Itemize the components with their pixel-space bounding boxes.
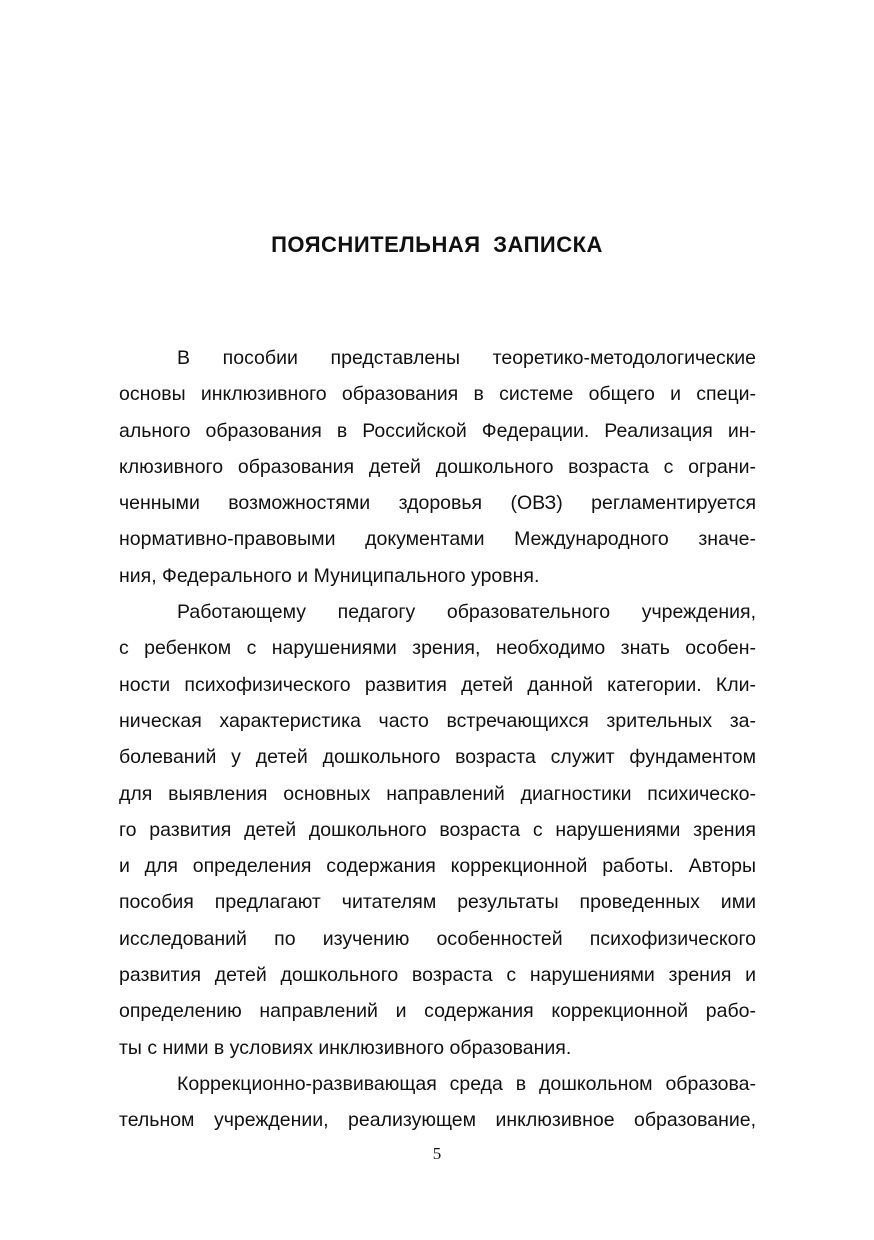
text-line: развития детей дошкольного возраста с нарушениями зрения и: [119, 964, 756, 987]
text-line: для выявления основных направлений диагностики психическо-: [119, 782, 756, 805]
text-line: В пособии представлены теоретико-методологические: [177, 347, 756, 369]
paragraph-1: [119, 340, 756, 594]
text-line: ности психофизического развития детей данной категории. Кли-: [119, 673, 756, 696]
text-line: го развития детей дошкольного возраста с нарушениями зрения: [119, 818, 756, 841]
text-line: болеваний у детей дошкольного возраста служит фундаментом: [119, 746, 756, 769]
body-text: [119, 340, 756, 1139]
text-line: исследований по изучению особенностей психофизического: [119, 927, 756, 950]
text-line: Коррекционно-развивающая среда в дошкольном образова-: [177, 1072, 756, 1095]
text-line: Работающему педагогу образовательного учреждения,: [177, 601, 756, 624]
paragraph-2: [119, 594, 756, 1066]
text-line: ническая характеристика часто встречающихся зрительных за-: [119, 709, 756, 732]
text-line: нормативно-правовыми документами Международного значе-: [119, 528, 756, 551]
text-line: ального образования в Российской Федерации. Реализация ин-: [119, 419, 756, 442]
text-line: и для определения содержания коррекционной работы. Авторы: [119, 855, 756, 878]
paragraph-3: [119, 1066, 756, 1139]
text-line: с ребенком с нарушениями зрения, необходимо знать особен-: [119, 637, 756, 660]
text-line: клюзивного образования детей дошкольного возраста с ограни-: [119, 455, 756, 478]
text-line: ния, Федерального и Муниципального уровня.: [119, 564, 540, 587]
page-title: ПОЯСНИТЕЛЬНАЯ ЗАПИСКА: [271, 232, 603, 257]
text-line: пособия предлагают читателям результаты проведенных ими: [119, 891, 756, 914]
text-line: основы инклюзивного образования в системе общего и специ-: [119, 383, 756, 406]
text-line: ченными возможностями здоровья (ОВЗ) регламентируется: [119, 492, 756, 515]
text-line: тельном учреждении, реализующем инклюзивное образование,: [119, 1109, 756, 1132]
text-line: ты с ними в условиях инклюзивного образования.: [119, 1036, 572, 1059]
page-number: 5: [432, 1144, 442, 1163]
text-line: определению направлений и содержания коррекционной рабо-: [119, 1000, 756, 1023]
